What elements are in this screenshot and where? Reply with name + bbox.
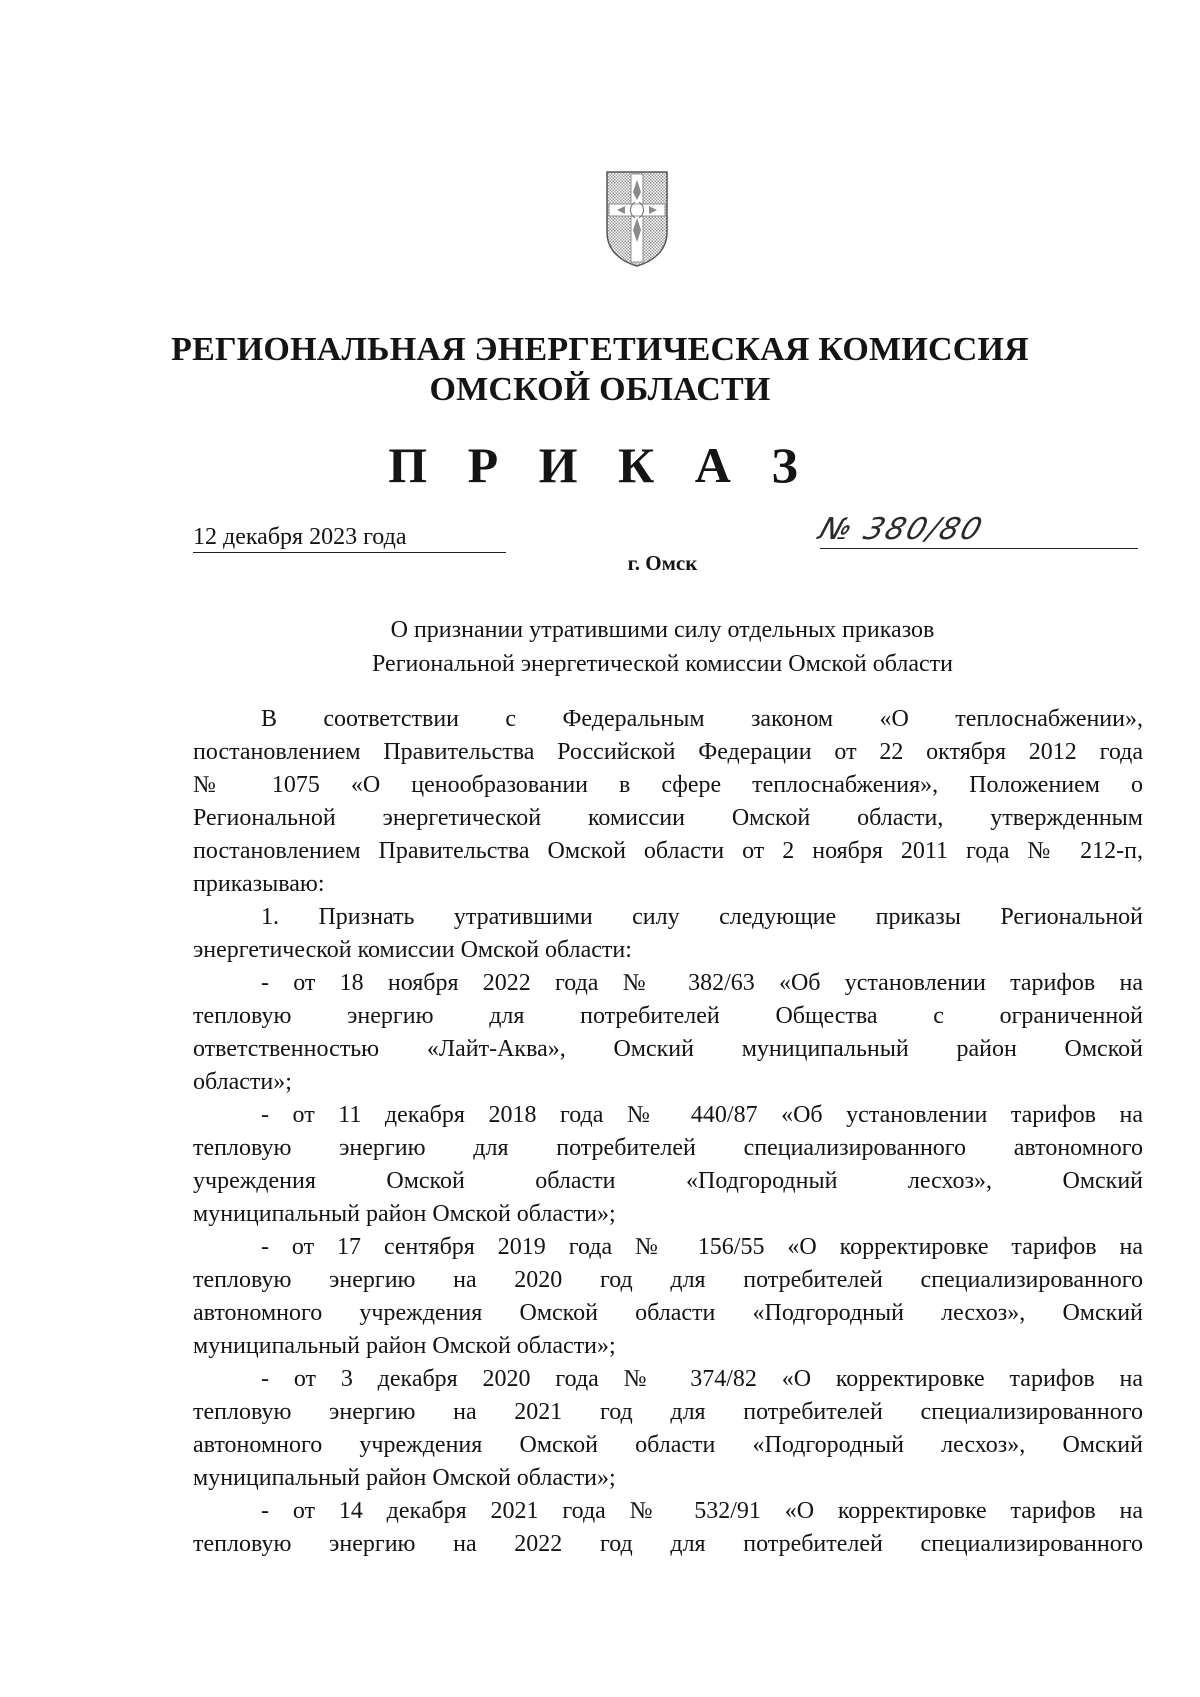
- body-line: приказываю:: [193, 871, 325, 897]
- document-subject-line2: Региональной энергетической комиссии Омской области: [372, 651, 953, 677]
- body-line: постановлением Правительства Российской Федерации от 22 октября 2012 года: [193, 739, 1143, 765]
- body-line: тепловую энергию для потребителей специализированного автономного: [193, 1135, 1143, 1161]
- document-city: г. Омск: [627, 551, 698, 575]
- body-line: ответственностью «Лайт-Аква», Омский муниципальный район Омской: [193, 1036, 1143, 1062]
- body-line: № 1075 «О ценообразовании в сфере теплоснабжения», Положением о: [193, 772, 1143, 798]
- body-line: 1. Признать утратившими силу следующие приказы Региональной: [261, 904, 1143, 930]
- body-line: области»;: [193, 1069, 292, 1095]
- body-line: - от 14 декабря 2021 года № 532/91 «О корректировке тарифов на: [261, 1498, 1143, 1524]
- body-line: - от 18 ноября 2022 года № 382/63 «Об установлении тарифов на: [261, 970, 1143, 996]
- organization-name-line1: РЕГИОНАЛЬНАЯ ЭНЕРГЕТИЧЕСКАЯ КОМИССИЯ: [171, 331, 1029, 368]
- body-line: тепловую энергию на 2020 год для потребителей специализированного: [193, 1267, 1143, 1293]
- body-line: постановлением Правительства Омской области от 2 ноября 2011 года № 212-п,: [193, 838, 1143, 864]
- body-line: муниципальный район Омской области»;: [193, 1465, 616, 1491]
- body-line: Региональной энергетической комиссии Омской области, утвержденным: [193, 805, 1143, 831]
- document-number-handwritten: [814, 512, 1138, 549]
- body-line: - от 11 декабря 2018 года № 440/87 «Об установлении тарифов на: [261, 1102, 1143, 1128]
- body-line: автономного учреждения Омской области «Подгородный лесхоз», Омский: [193, 1300, 1143, 1326]
- organization-name-line2: ОМСКОЙ ОБЛАСТИ: [429, 371, 771, 408]
- body-line: автономного учреждения Омской области «Подгородный лесхоз», Омский: [193, 1432, 1143, 1458]
- body-line: тепловую энергию для потребителей Общества с ограниченной: [193, 1003, 1143, 1029]
- document-type-title: П Р И К А З: [388, 437, 812, 493]
- body-line: - от 3 декабря 2020 года № 374/82 «О корректировке тарифов на: [261, 1366, 1143, 1392]
- body-line: тепловую энергию на 2022 год для потребителей специализированного: [193, 1531, 1143, 1557]
- body-line: В соответствии с Федеральным законом «О теплоснабжении»,: [261, 706, 1143, 732]
- body-line: муниципальный район Омской области»;: [193, 1333, 616, 1359]
- body-line: энергетической комиссии Омской области:: [193, 937, 632, 963]
- document-subject-line1: О признании утратившими силу отдельных приказов: [390, 617, 935, 643]
- body-line: муниципальный район Омской области»;: [193, 1201, 616, 1227]
- body-line: тепловую энергию на 2021 год для потребителей специализированного: [193, 1399, 1143, 1425]
- document-date: 12 декабря 2023 года: [193, 522, 506, 553]
- body-line: - от 17 сентября 2019 года № 156/55 «О корректировке тарифов на: [261, 1234, 1143, 1260]
- body-line: учреждения Омской области «Подгородный лесхоз», Омский: [193, 1168, 1143, 1194]
- document-number-text: № 380/80: [814, 512, 989, 547]
- document-body: [193, 703, 1143, 1561]
- coat-of-arms-emblem: [605, 170, 669, 268]
